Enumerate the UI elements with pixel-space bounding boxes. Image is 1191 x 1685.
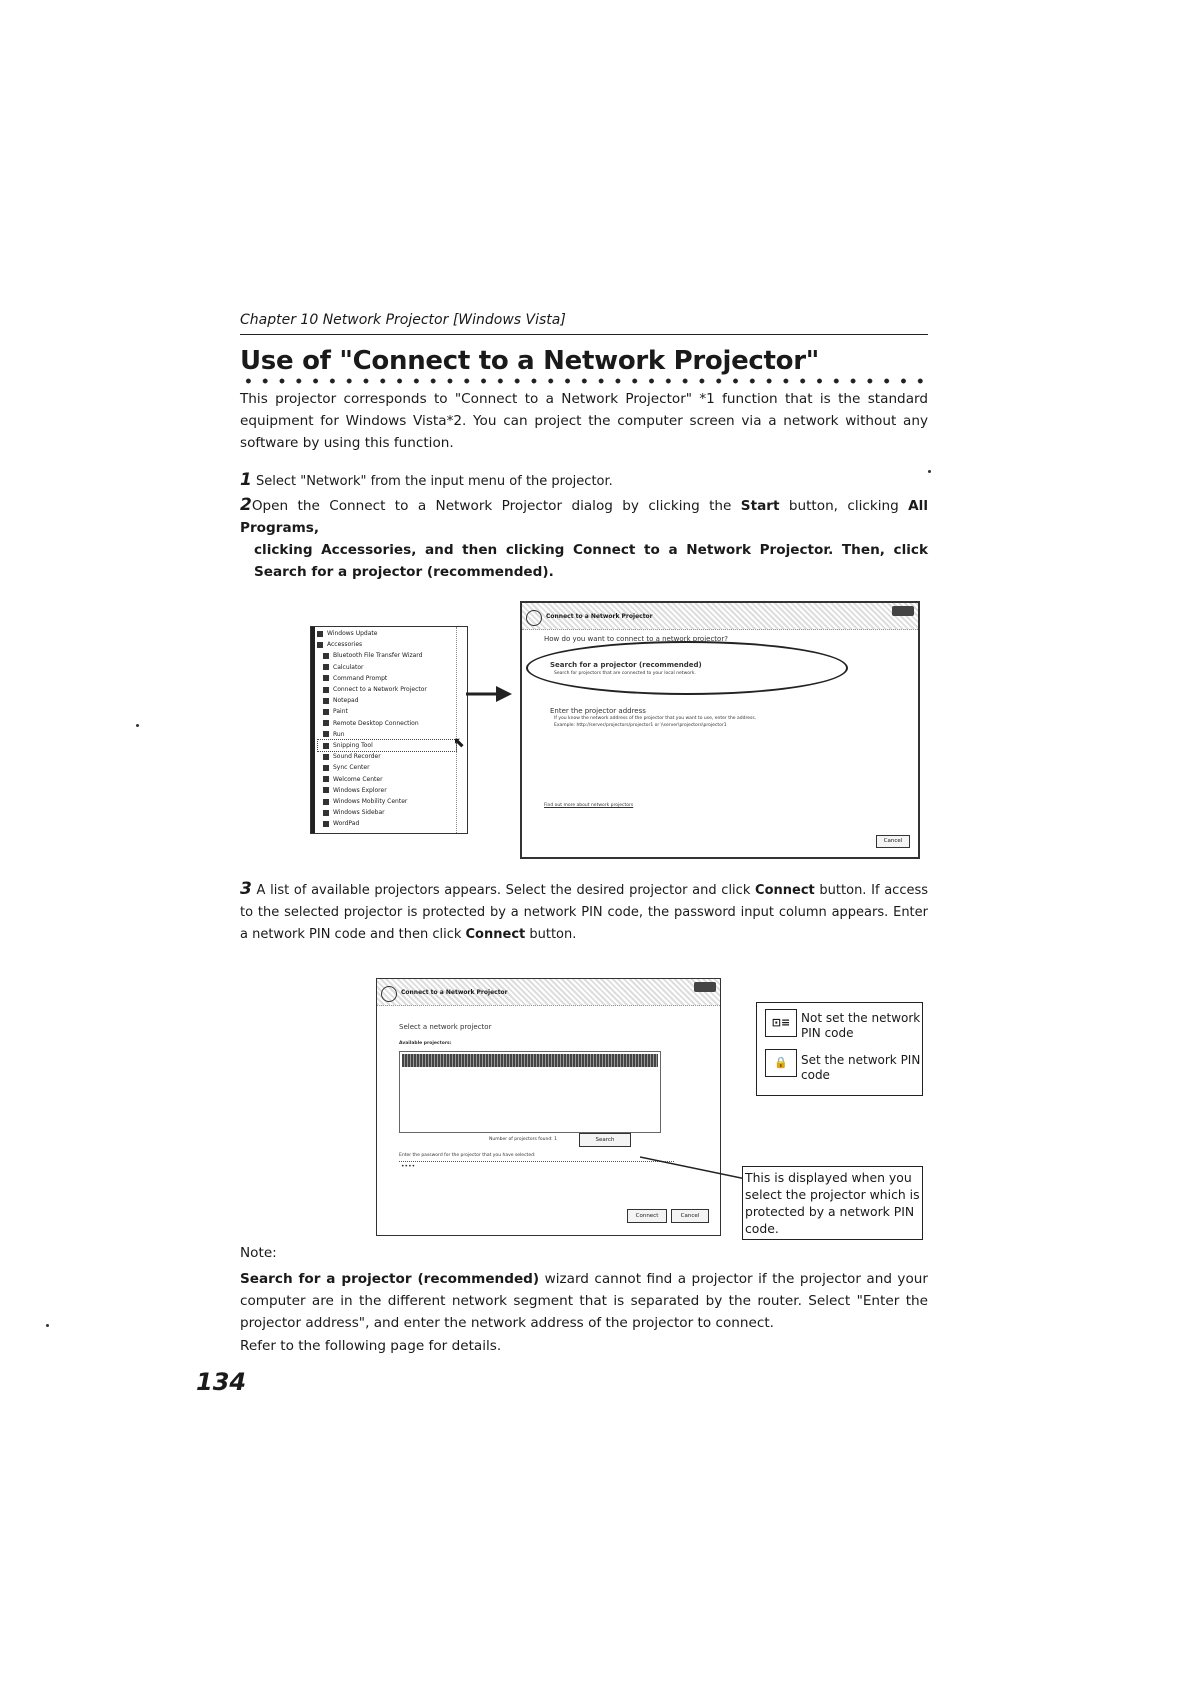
option-search-desc: Search for projectors that are connected to your local network. xyxy=(554,671,696,676)
start-menu-item-label: Notepad xyxy=(333,697,359,705)
password-field xyxy=(399,1161,674,1162)
connect-button: Connect xyxy=(627,1209,667,1223)
start-menu-item xyxy=(323,752,381,761)
start-menu-item xyxy=(323,707,348,716)
right-arrow-icon xyxy=(466,684,512,704)
dialog-title-bar xyxy=(522,603,918,630)
password-label: Enter the password for the projector that you have selected: xyxy=(399,1153,536,1158)
start-menu-item xyxy=(323,663,363,672)
step-1 xyxy=(240,470,928,490)
available-label: Available projectors: xyxy=(399,1041,452,1046)
program-icon xyxy=(317,631,323,637)
start-menu-item xyxy=(323,674,387,683)
dialog-question: How do you want to connect to a network projector? xyxy=(544,635,728,643)
program-icon xyxy=(317,642,323,648)
margin-mark xyxy=(136,724,139,727)
dialog2-title-bar xyxy=(377,979,720,1006)
step-2 xyxy=(240,494,928,583)
step-2-start: Start xyxy=(740,498,780,514)
start-menu-item xyxy=(323,763,370,772)
start-menu-item xyxy=(323,730,345,739)
dotted-divider xyxy=(240,377,928,385)
start-menu-item-label: Windows Explorer xyxy=(333,786,387,794)
start-menu-item-label: Windows Sidebar xyxy=(333,809,385,817)
pin-legend xyxy=(756,1002,923,1096)
page-title: Use of "Connect to a Network Projector" xyxy=(240,346,820,376)
start-menu-item xyxy=(323,797,407,806)
step-3-text-a: A list of available projectors appears. Select the desired projector and click xyxy=(256,883,756,898)
program-icon xyxy=(323,776,329,782)
menu-edge xyxy=(311,627,315,833)
start-menu-item-label: Run xyxy=(333,730,345,738)
step-3-text-c: button. If access to the selected projector is protected by a network PIN code, the password input column appears. Enter a network PIN code and then click xyxy=(240,883,929,942)
locked-projector-icon: 🔒 xyxy=(765,1049,797,1077)
option-enter-desc: If you know the network address of the projector that you want to use, enter the address. xyxy=(554,716,757,721)
step-3-connect-1: Connect xyxy=(755,883,815,898)
program-icon xyxy=(323,765,329,771)
start-menu-item xyxy=(317,629,377,638)
callout-pointer xyxy=(640,1155,746,1181)
unlocked-projector-icon: ⊡≡ xyxy=(765,1009,797,1037)
option-search: Search for a projector (recommended) xyxy=(550,661,702,669)
mouse-cursor-icon: ⬉ xyxy=(453,735,465,751)
page-number: 134 xyxy=(196,1368,247,1396)
start-menu-item-label: Windows Update xyxy=(327,630,378,637)
start-menu-item xyxy=(323,741,373,750)
program-icon xyxy=(323,664,329,670)
start-menu-item-label: Connect to a Network Projector xyxy=(333,686,427,693)
step-2-text-c: button, clicking xyxy=(779,498,909,514)
program-icon xyxy=(323,653,329,659)
start-menu-item xyxy=(323,775,383,784)
start-menu-item-label: Sound Recorder xyxy=(333,753,381,761)
start-menu-item xyxy=(323,651,422,660)
legend-not-set: Not set the network PIN code xyxy=(801,1011,921,1040)
step-2-all-programs: All Programs, xyxy=(240,498,928,536)
start-menu-item-label: Snipping Tool xyxy=(333,742,373,749)
dialog-title: Connect to a Network Projector xyxy=(546,613,653,620)
step-3-number: 3 xyxy=(240,879,252,899)
start-menu-item-label: Welcome Center xyxy=(333,775,383,783)
program-icon xyxy=(323,743,329,749)
start-menu-screenshot xyxy=(310,626,468,834)
program-icon xyxy=(323,709,329,715)
note-label: Note: xyxy=(240,1245,277,1261)
step-2-number: 2 xyxy=(240,495,252,515)
program-icon xyxy=(323,698,329,704)
menu-scrollbar xyxy=(456,627,467,833)
start-menu-item xyxy=(323,786,387,795)
margin-mark xyxy=(46,1324,49,1327)
connect-dialog-screenshot xyxy=(520,601,920,859)
select-projector-dialog-screenshot xyxy=(376,978,721,1236)
close-icon xyxy=(892,606,914,616)
cancel-button: Cancel xyxy=(876,835,910,848)
projector-list xyxy=(399,1051,661,1133)
program-icon xyxy=(323,754,329,760)
step-3-text-e: button. xyxy=(525,927,577,942)
program-icon xyxy=(323,799,329,805)
dialog2-title: Connect to a Network Projector xyxy=(401,989,508,996)
margin-mark xyxy=(928,470,931,473)
dialog2-cancel-button: Cancel xyxy=(671,1209,709,1223)
selected-projector-row xyxy=(402,1054,658,1067)
chapter-rule xyxy=(240,334,928,335)
start-menu-item xyxy=(317,640,362,649)
back-icon xyxy=(526,610,542,626)
projectors-found: Number of projectors found: 1 xyxy=(489,1137,557,1142)
note-bold: Search for a projector (recommended) xyxy=(240,1271,540,1287)
program-icon xyxy=(323,720,329,726)
start-menu-item-label: Windows Mobility Center xyxy=(333,798,408,805)
start-menu-item xyxy=(323,696,359,705)
start-menu-item xyxy=(323,819,359,828)
note-text: wizard cannot find a projector if the projector and your computer are in the different network segment that is separated by the router. Select "Enter the projector address", and enter the network address of the projector to connect. xyxy=(240,1271,928,1331)
start-menu-item-label: Paint xyxy=(333,708,348,716)
step-3-connect-2: Connect xyxy=(465,927,526,942)
dialog-link: Find out more about network projectors xyxy=(544,803,634,808)
search-button: Search xyxy=(579,1133,631,1147)
program-icon xyxy=(323,675,329,681)
start-menu-item xyxy=(323,685,427,694)
note-body xyxy=(240,1268,928,1334)
step-2-continuation: clicking Accessories, and then clicking Connect to a Network Projector. Then, click Search for a projector (recommended). xyxy=(254,542,928,580)
password-callout xyxy=(742,1166,923,1240)
start-menu-item xyxy=(323,719,419,728)
refer-text: Refer to the following page for details. xyxy=(240,1338,502,1354)
start-menu-item-label: Sync Center xyxy=(333,764,370,772)
callout-text: This is displayed when you select the projector which is protected by a network PIN code. xyxy=(745,1170,920,1236)
step-3 xyxy=(240,878,928,946)
start-menu-item-label: Accessories xyxy=(327,641,363,649)
step-1-text: Select "Network" from the input menu of the projector. xyxy=(255,474,613,489)
program-icon xyxy=(323,821,329,827)
start-menu-item-label: Remote Desktop Connection xyxy=(333,719,419,727)
start-menu-item xyxy=(323,808,385,817)
option-enter-address: Enter the projector address xyxy=(550,707,646,715)
close-icon xyxy=(694,982,716,992)
start-menu-item-label: Bluetooth File Transfer Wizard xyxy=(333,652,423,660)
back-icon xyxy=(381,986,397,1002)
password-value: •••• xyxy=(401,1163,416,1170)
start-menu-item-label: Command Prompt xyxy=(333,674,388,682)
dialog2-heading: Select a network projector xyxy=(399,1023,492,1031)
program-icon xyxy=(323,787,329,793)
program-icon xyxy=(323,687,329,693)
option-enter-example: Example: http://server/projectors/projector1 or \\server\projectors\projector1 xyxy=(554,723,727,728)
intro-paragraph: This projector corresponds to "Connect to a Network Projector" *1 function that is the standard equipment for Windows Vista*2. You can project the computer screen via a network without any software by using this function. xyxy=(240,391,928,451)
start-menu-item-label: WordPad xyxy=(333,820,360,828)
program-icon xyxy=(323,810,329,816)
chapter-heading: Chapter 10 Network Projector [Windows Vista] xyxy=(240,312,566,328)
start-menu-item-label: Calculator xyxy=(333,663,364,671)
step-2-text-a: Open the Connect to a Network Projector dialog by clicking the xyxy=(251,498,741,514)
program-icon xyxy=(323,731,329,737)
step-1-number: 1 xyxy=(240,470,252,490)
legend-set: Set the network PIN code xyxy=(801,1053,921,1082)
